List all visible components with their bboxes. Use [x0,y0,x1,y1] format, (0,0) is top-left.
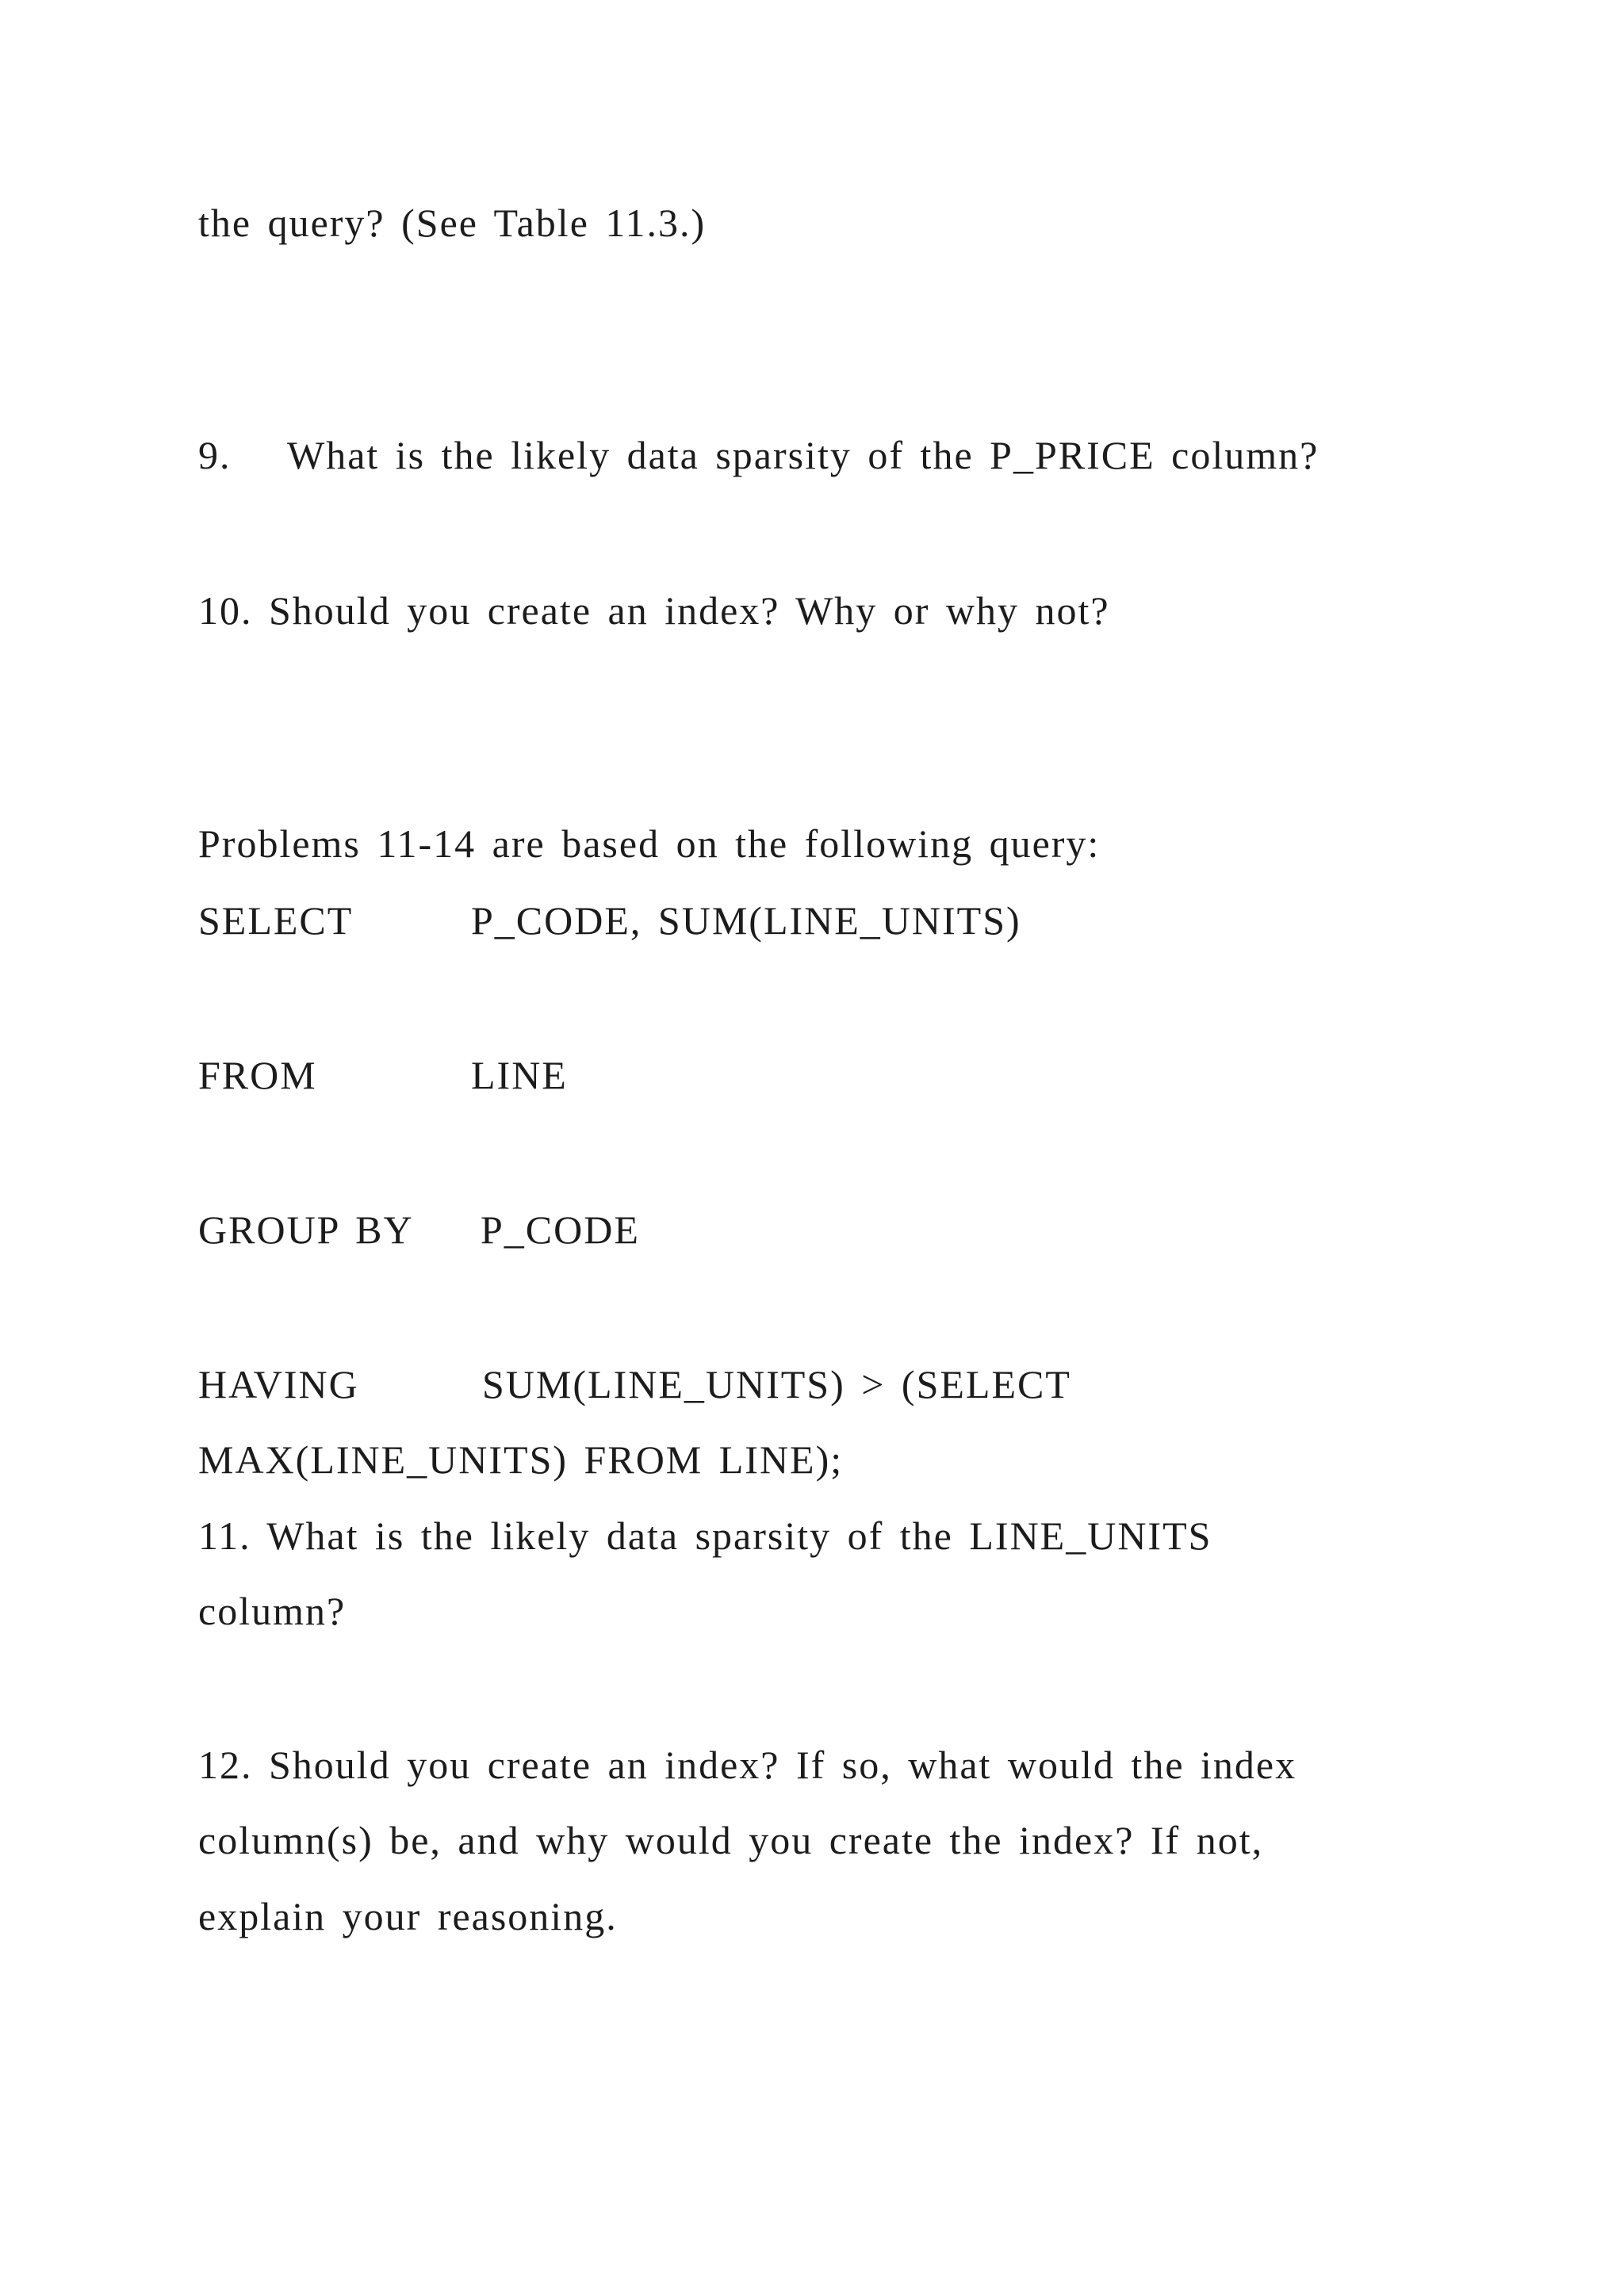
question-12-line-2: column(s) be, and why would you create the index? If not, [198,1818,1264,1862]
question-12-line-1: 12. Should you create an index? If so, what would the index [198,1743,1297,1787]
sql-select-expression: P_CODE, SUM(LINE_UNITS) [471,898,1021,943]
sql-select-keyword: SELECT [198,898,354,943]
question-10: 10. Should you create an index? Why or why not? [198,588,1110,633]
sql-from-expression: LINE [471,1053,568,1097]
sql-from-keyword: FROM [198,1053,317,1097]
question-11-line-2: column? [198,1589,347,1633]
sql-having-expression: SUM(LINE_UNITS) > (SELECT [482,1362,1071,1406]
question-9-number: 9. [198,433,232,477]
question-continuation: the query? (See Table 11.3.) [198,201,707,245]
question-12-line-3: explain your reasoning. [198,1894,618,1938]
sql-having-continuation: MAX(LINE_UNITS) FROM LINE); [198,1437,844,1482]
sql-group-by-keyword: GROUP BY [198,1207,414,1252]
question-11-line-1: 11. What is the likely data sparsity of the LINE_UNITS [198,1513,1212,1558]
sql-group-by-expression: P_CODE [481,1207,640,1252]
problems-intro: Problems 11-14 are based on the following query: [198,821,1101,866]
question-9-text: What is the likely data sparsity of the P_PRICE column? [287,433,1320,477]
sql-having-keyword: HAVING [198,1362,359,1406]
